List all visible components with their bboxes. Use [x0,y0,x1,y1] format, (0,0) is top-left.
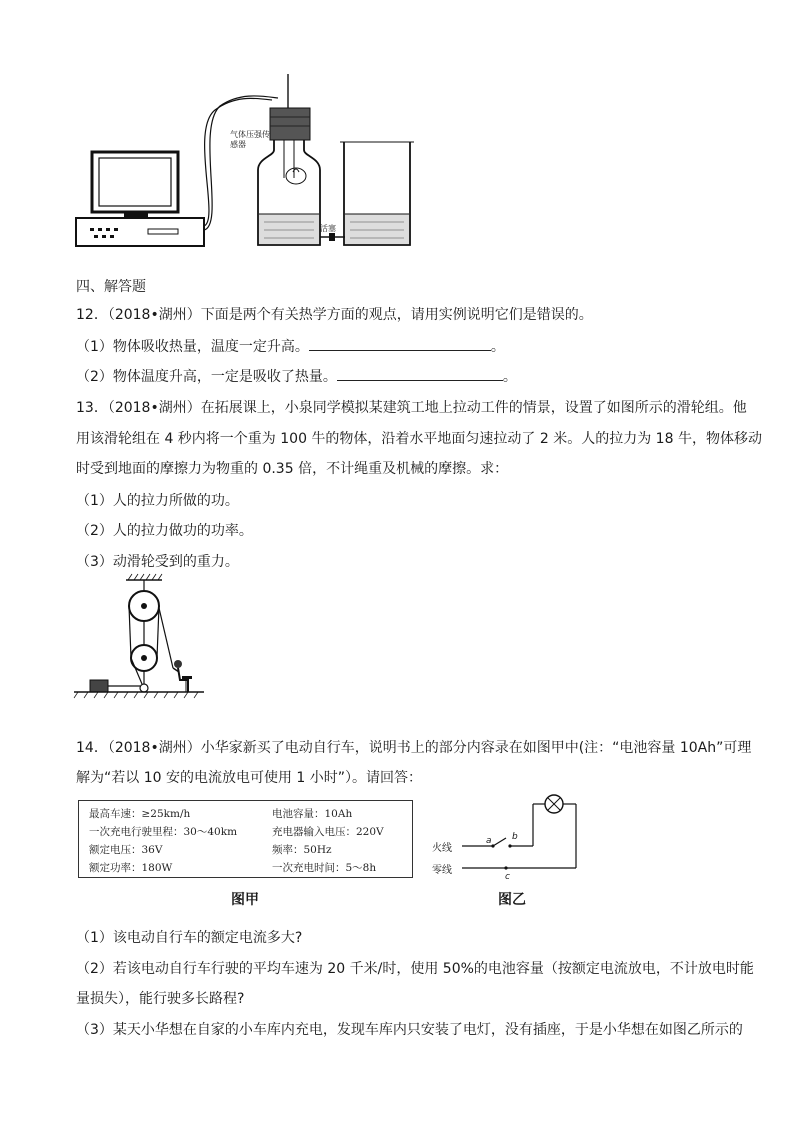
q13-part-2: （2）人的拉力做功的功率。 [76,523,253,539]
q13-line-1: 13．（2018•湖州）在拓展课上，小泉同学模拟某建筑工地上拉动工件的情景，设置了如图所示的滑轮组。他 [76,400,747,416]
spec-charge-time: 一次充电时间：5～8h [272,862,377,874]
sensor-label: 气体压强传感器 [230,130,270,149]
q14-part-1: （1）该电动自行车的额定电流多大? [76,930,303,946]
q14-part-3: （3）某天小华想在自家的小车库内充电，发现车库内只安装了电灯，没有插座，于是小华想在如图乙所示的 [76,1022,743,1038]
q14-line-2: 解为“若以 10 安的电流放电可使用 1 小时”）。请回答： [76,770,423,786]
neutral-wire-label: 零线 [432,865,452,876]
spec-rated-voltage: 额定电压：36V [89,844,163,856]
q12-part-1-text: （1）物体吸收热量，温度一定升高。 [76,339,309,355]
circuit-figure [430,790,590,880]
figure-a-caption: 图甲 [231,892,259,908]
q12-part-2 [76,366,517,387]
pressure-experiment-figure [0,0,800,260]
pulley-system-figure [70,572,210,702]
live-wire-label: 火线 [432,843,452,854]
answer-blank[interactable] [337,366,503,381]
q14-part-2-line-2: 量损失），能行驶多长路程? [76,991,245,1007]
answer-blank[interactable] [309,336,491,351]
figure-b-caption: 图乙 [498,892,526,908]
point-b-label: b [512,832,518,842]
q13-part-1: （1）人的拉力所做的功。 [76,493,239,509]
q13-line-2: 用该滑轮组在 4 秒内将一个重为 100 牛的物体，沿着水平地面匀速拉动了 2 米。人的拉力为 18 牛，物体移动 [76,431,762,447]
q13-part-3: （3）动滑轮受到的重力。 [76,554,239,570]
q14-line-1: 14．（2018•湖州）小华家新买了电动自行车，说明书上的部分内容录在如图甲中(注：“电池容量 10Ah”可理 [76,740,752,756]
point-a-label: a [486,836,492,846]
period: 。 [502,369,517,385]
spec-table [78,800,413,878]
period: 。 [490,339,505,355]
spec-battery-capacity: 电池容量：10Ah [272,808,353,820]
valve-label: 活塞 [320,224,336,233]
q13-line-3: 时受到地面的摩擦力为物重的 0.35 倍，不计绳重及机械的摩擦。求： [76,461,509,477]
spec-frequency: 频率：50Hz [272,844,332,856]
spec-charger-voltage: 充电器输入电压：220V [272,826,384,838]
point-c-label: c [505,872,510,882]
q14-part-2-line-1: （2）若该电动自行车行驶的平均车速为 20 千米/时，使用 50%的电池容量（按额定电流放电，不计放电时能 [76,961,754,977]
q12-part-1 [76,336,505,357]
spec-max-speed: 最高车速：≥25km/h [89,808,191,820]
q12-part-2-text: （2）物体温度升高，一定是吸收了热量。 [76,369,337,385]
spec-range: 一次充电行驶里程：30～40km [89,826,238,838]
spec-rated-power: 额定功率：180W [89,862,173,874]
q12-stem: 12．（2018•湖州）下面是两个有关热学方面的观点，请用实例说明它们是错误的。 [76,307,593,323]
section-header: 四、解答题 [76,279,146,295]
